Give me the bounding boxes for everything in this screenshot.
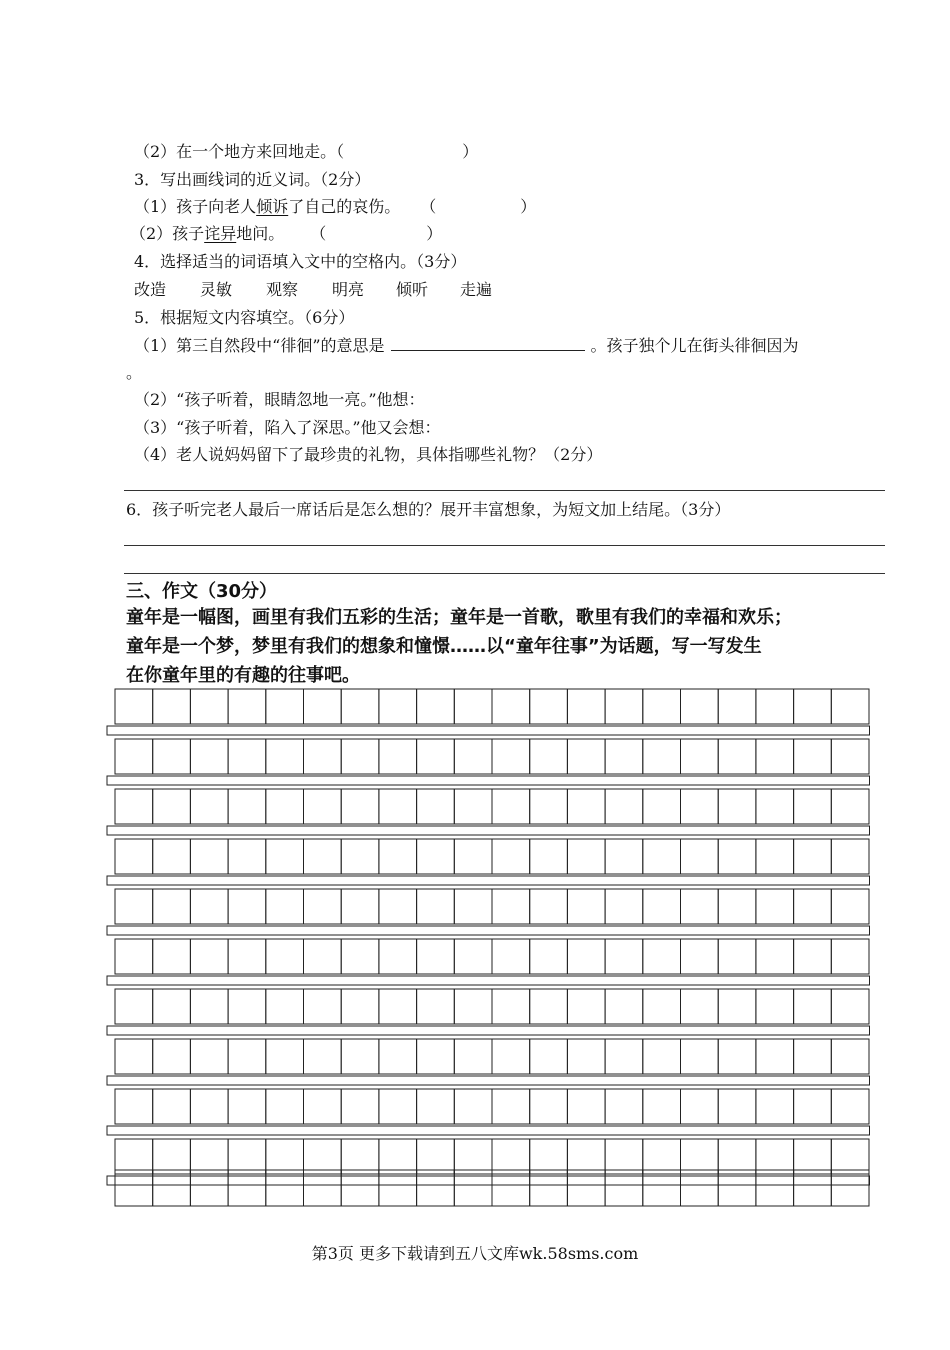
grid-cell[interactable] — [341, 989, 379, 1024]
grid-cell[interactable] — [831, 1139, 869, 1174]
grid-cell[interactable] — [567, 939, 605, 974]
grid-cell[interactable] — [681, 1139, 719, 1174]
grid-cell[interactable] — [115, 939, 153, 974]
grid-cell[interactable] — [492, 839, 530, 874]
q3-item1-before: （1）孩子向老人 — [134, 197, 257, 216]
grid-cell[interactable] — [304, 689, 342, 724]
grid-cell[interactable] — [115, 1139, 153, 1174]
grid-cell[interactable] — [794, 939, 832, 974]
grid-cell[interactable] — [454, 1139, 492, 1174]
grid-cell[interactable] — [605, 1139, 643, 1174]
grid-cell[interactable] — [492, 739, 530, 774]
q5-item1-before: （1）第三自然段中“徘徊”的意思是 — [134, 336, 385, 355]
row-separator — [107, 976, 870, 985]
row-separator — [107, 776, 870, 785]
underlined-word: 诧异 — [204, 224, 237, 243]
grid-cell[interactable] — [605, 739, 643, 774]
grid-cell[interactable] — [681, 689, 719, 724]
grid-cell[interactable] — [567, 839, 605, 874]
grid-cell[interactable] — [190, 739, 228, 774]
grid-cell[interactable] — [492, 889, 530, 924]
grid-cell[interactable] — [718, 1139, 756, 1174]
q2-item2-suffix: ） — [462, 142, 479, 161]
grid-cell[interactable] — [379, 839, 417, 874]
grid-cell[interactable] — [417, 789, 455, 824]
row-separator — [107, 826, 870, 835]
grid-cell[interactable] — [643, 939, 681, 974]
q5-title: 5．根据短文内容填空。（6分） — [134, 308, 355, 327]
grid-cell[interactable] — [304, 1139, 342, 1174]
grid-cell[interactable] — [567, 989, 605, 1024]
grid-cell[interactable] — [681, 939, 719, 974]
q5-item1-tail: 。 — [126, 363, 143, 382]
grid-cell[interactable] — [530, 739, 568, 774]
grid-cell[interactable] — [266, 889, 304, 924]
grid-cell[interactable] — [831, 1039, 869, 1074]
grid-cell[interactable] — [304, 839, 342, 874]
grid-cell[interactable] — [228, 839, 266, 874]
grid-cell[interactable] — [266, 789, 304, 824]
grid-cell[interactable] — [379, 689, 417, 724]
grid-cell[interactable] — [718, 839, 756, 874]
underlined-word: 倾诉 — [256, 197, 289, 216]
grid-cell[interactable] — [794, 1089, 832, 1124]
grid-cell[interactable] — [605, 889, 643, 924]
grid-cell[interactable] — [756, 739, 794, 774]
grid-cell[interactable] — [417, 939, 455, 974]
grid-cell[interactable] — [492, 1170, 530, 1206]
grid-cell[interactable] — [492, 689, 530, 724]
grid-cell[interactable] — [794, 989, 832, 1024]
grid-cell[interactable] — [190, 1039, 228, 1074]
grid-cell[interactable] — [341, 1139, 379, 1174]
grid-cell[interactable] — [341, 1170, 379, 1206]
grid-cell[interactable] — [115, 889, 153, 924]
grid-cell[interactable] — [681, 1039, 719, 1074]
grid-cell[interactable] — [643, 839, 681, 874]
grid-cell[interactable] — [492, 1089, 530, 1124]
grid-cell[interactable] — [190, 939, 228, 974]
grid-cell[interactable] — [756, 889, 794, 924]
grid-cell[interactable] — [115, 1039, 153, 1074]
grid-cell[interactable] — [454, 739, 492, 774]
grid-cell[interactable] — [228, 1139, 266, 1174]
grid-cell[interactable] — [756, 1089, 794, 1124]
grid-cell[interactable] — [681, 889, 719, 924]
q6-title: 6．孩子听完老人最后一席话后是怎么想的？展开丰富想象，为短文加上结尾。（3分） — [126, 500, 731, 519]
grid-cell[interactable] — [794, 839, 832, 874]
essay-prompt-line: 童年是一幅图，画里有我们五彩的生活；童年是一首歌，歌里有我们的幸福和欢乐； — [126, 607, 792, 628]
grid-cell[interactable] — [492, 1139, 530, 1174]
grid-cell[interactable] — [643, 1170, 681, 1206]
grid-cell[interactable] — [190, 989, 228, 1024]
grid-cell[interactable] — [831, 889, 869, 924]
grid-cell[interactable] — [567, 889, 605, 924]
grid-cell[interactable] — [115, 689, 153, 724]
grid-cell[interactable] — [153, 939, 191, 974]
grid-cell[interactable] — [567, 1139, 605, 1174]
q5-item2: （2）“孩子听着，眼睛忽地一亮。”他想： — [134, 390, 425, 409]
grid-cell[interactable] — [153, 889, 191, 924]
grid-cell[interactable] — [681, 1170, 719, 1206]
word-option: 走遍 — [460, 280, 493, 299]
grid-cell[interactable] — [266, 689, 304, 724]
grid-cell[interactable] — [454, 789, 492, 824]
grid-cell[interactable] — [643, 989, 681, 1024]
grid-cell[interactable] — [831, 789, 869, 824]
grid-cell[interactable] — [794, 789, 832, 824]
grid-cell[interactable] — [718, 1039, 756, 1074]
grid-cell[interactable] — [756, 1039, 794, 1074]
grid-cell[interactable] — [153, 989, 191, 1024]
grid-cell[interactable] — [643, 1139, 681, 1174]
q3-item2-after: 地问。 — [236, 224, 285, 243]
grid-cell[interactable] — [718, 739, 756, 774]
grid-cell[interactable] — [190, 789, 228, 824]
grid-cell[interactable] — [228, 739, 266, 774]
grid-cell[interactable] — [454, 889, 492, 924]
grid-cell[interactable] — [567, 739, 605, 774]
grid-cell[interactable] — [304, 739, 342, 774]
grid-cell[interactable] — [417, 839, 455, 874]
grid-cell[interactable] — [417, 1139, 455, 1174]
essay-prompt-line: 童年是一个梦，梦里有我们的想象和憧憬……以“童年往事”为话题，写一写发生 — [126, 636, 762, 657]
row-separator — [107, 1176, 870, 1185]
row-separator — [107, 1026, 870, 1035]
grid-cell[interactable] — [492, 1039, 530, 1074]
grid-cell[interactable] — [831, 739, 869, 774]
grid-cell[interactable] — [643, 689, 681, 724]
grid-cell[interactable] — [492, 939, 530, 974]
grid-cell[interactable] — [530, 689, 568, 724]
grid-cell[interactable] — [454, 689, 492, 724]
grid-cell[interactable] — [756, 789, 794, 824]
grid-cell[interactable] — [831, 1089, 869, 1124]
grid-cell[interactable] — [417, 689, 455, 724]
grid-cell[interactable] — [341, 739, 379, 774]
grid-cell[interactable] — [605, 689, 643, 724]
grid-cell[interactable] — [341, 1089, 379, 1124]
row-separator — [107, 1076, 870, 1085]
grid-cell[interactable] — [605, 839, 643, 874]
grid-cell[interactable] — [153, 739, 191, 774]
grid-cell[interactable] — [190, 1139, 228, 1174]
word-option: 观察 — [266, 280, 299, 299]
grid-cell[interactable] — [266, 1139, 304, 1174]
grid-cell[interactable] — [190, 1170, 228, 1206]
grid-cell[interactable] — [454, 1039, 492, 1074]
grid-cell[interactable] — [831, 839, 869, 874]
row-separator — [107, 1126, 870, 1135]
q5-item1-after: 。孩子独个儿在街头徘徊因为 — [590, 336, 799, 355]
grid-cell[interactable] — [454, 1170, 492, 1206]
grid-cell[interactable] — [153, 1039, 191, 1074]
grid-cell[interactable] — [718, 889, 756, 924]
grid-cell[interactable] — [379, 889, 417, 924]
grid-cell[interactable] — [530, 989, 568, 1024]
grid-cell[interactable] — [756, 939, 794, 974]
grid-cell[interactable] — [681, 839, 719, 874]
page-footer: 第3页 更多下载请到五八文库wk.58sms.com — [311, 1244, 639, 1263]
grid-cell[interactable] — [304, 989, 342, 1024]
grid-cell[interactable] — [567, 1039, 605, 1074]
grid-cell[interactable] — [756, 989, 794, 1024]
q5-item3: （3）“孩子听着，陷入了深思。”他又会想： — [134, 418, 441, 437]
grid-cell[interactable] — [379, 739, 417, 774]
q3-item1-after: 了自己的哀伤。 — [288, 197, 401, 216]
grid-cell[interactable] — [153, 1089, 191, 1124]
grid-cell[interactable] — [304, 1170, 342, 1206]
grid-cell[interactable] — [228, 939, 266, 974]
grid-cell[interactable] — [304, 1039, 342, 1074]
grid-cell[interactable] — [530, 1139, 568, 1174]
bracket-close: ） — [426, 224, 443, 243]
grid-cell[interactable] — [530, 939, 568, 974]
grid-cell[interactable] — [756, 1139, 794, 1174]
grid-cell[interactable] — [228, 789, 266, 824]
grid-cell[interactable] — [341, 789, 379, 824]
grid-cell[interactable] — [605, 1170, 643, 1206]
row-separator — [107, 876, 870, 885]
grid-cell[interactable] — [756, 1170, 794, 1206]
grid-cell[interactable] — [190, 689, 228, 724]
grid-cell[interactable] — [718, 689, 756, 724]
grid-cell[interactable] — [831, 939, 869, 974]
grid-cell[interactable] — [341, 689, 379, 724]
grid-cell[interactable] — [379, 1039, 417, 1074]
grid-cell[interactable] — [417, 1089, 455, 1124]
grid-cell[interactable] — [681, 789, 719, 824]
grid-cell[interactable] — [567, 1089, 605, 1124]
grid-cell[interactable] — [530, 1089, 568, 1124]
word-option: 倾听 — [396, 280, 429, 299]
grid-cell[interactable] — [417, 1039, 455, 1074]
grid-cell[interactable] — [530, 889, 568, 924]
grid-cell[interactable] — [266, 939, 304, 974]
grid-cell[interactable] — [115, 739, 153, 774]
grid-cell[interactable] — [454, 839, 492, 874]
grid-cell[interactable] — [190, 839, 228, 874]
bracket-close: ） — [520, 197, 537, 216]
grid-cell[interactable] — [341, 889, 379, 924]
grid-cell[interactable] — [454, 939, 492, 974]
grid-cell[interactable] — [681, 739, 719, 774]
q3-item2-before: （2）孩子 — [130, 224, 205, 243]
grid-cell[interactable] — [266, 1170, 304, 1206]
section-heading: 三、作文（30分） — [126, 581, 278, 602]
grid-cell[interactable] — [417, 889, 455, 924]
grid-cell[interactable] — [304, 1089, 342, 1124]
grid-cell[interactable] — [794, 1039, 832, 1074]
grid-cell[interactable] — [153, 789, 191, 824]
grid-cell[interactable] — [228, 1089, 266, 1124]
grid-cell[interactable] — [153, 1139, 191, 1174]
grid-cell[interactable] — [115, 1170, 153, 1206]
grid-cell[interactable] — [643, 739, 681, 774]
grid-cell[interactable] — [115, 789, 153, 824]
row-separator — [107, 726, 870, 735]
grid-cell[interactable] — [567, 1170, 605, 1206]
q3-title: 3．写出画线词的近义词。（2分） — [134, 170, 371, 189]
q5-item4: （4）老人说妈妈留下了最珍贵的礼物，具体指哪些礼物？（2分） — [134, 445, 603, 464]
grid-cell[interactable] — [605, 789, 643, 824]
grid-cell[interactable] — [530, 1039, 568, 1074]
word-option: 改造 — [134, 280, 167, 299]
grid-cell[interactable] — [266, 1089, 304, 1124]
grid-cell[interactable] — [454, 989, 492, 1024]
grid-cell[interactable] — [794, 689, 832, 724]
grid-cell[interactable] — [530, 839, 568, 874]
grid-cell[interactable] — [605, 989, 643, 1024]
grid-cell[interactable] — [379, 1089, 417, 1124]
grid-cell[interactable] — [831, 689, 869, 724]
grid-cell[interactable] — [228, 889, 266, 924]
bracket-open: （ — [310, 224, 327, 243]
grid-cell[interactable] — [605, 1039, 643, 1074]
q4-title: 4．选择适当的词语填入文中的空格内。（3分） — [134, 252, 467, 271]
grid-cell[interactable] — [794, 1139, 832, 1174]
essay-prompt-line: 在你童年里的有趣的往事吧。 — [126, 665, 360, 686]
grid-cell[interactable] — [115, 1089, 153, 1124]
grid-cell[interactable] — [115, 839, 153, 874]
grid-cell[interactable] — [379, 939, 417, 974]
grid-cell[interactable] — [567, 689, 605, 724]
grid-cell[interactable] — [794, 1170, 832, 1206]
grid-cell[interactable] — [266, 839, 304, 874]
grid-cell[interactable] — [681, 989, 719, 1024]
grid-cell[interactable] — [115, 989, 153, 1024]
grid-cell[interactable] — [454, 1089, 492, 1124]
grid-cell[interactable] — [718, 939, 756, 974]
row-separator — [107, 926, 870, 935]
grid-cell[interactable] — [831, 989, 869, 1024]
grid-cell[interactable] — [153, 839, 191, 874]
grid-cell[interactable] — [417, 739, 455, 774]
grid-cell[interactable] — [605, 939, 643, 974]
grid-cell[interactable] — [417, 989, 455, 1024]
grid-cell[interactable] — [379, 789, 417, 824]
grid-cell[interactable] — [718, 1089, 756, 1124]
grid-cell[interactable] — [228, 989, 266, 1024]
grid-cell[interactable] — [417, 1170, 455, 1206]
grid-cell[interactable] — [341, 1039, 379, 1074]
grid-cell[interactable] — [718, 789, 756, 824]
grid-cell[interactable] — [492, 789, 530, 824]
grid-cell[interactable] — [379, 989, 417, 1024]
grid-cell[interactable] — [794, 889, 832, 924]
grid-cell[interactable] — [341, 939, 379, 974]
grid-cell[interactable] — [756, 839, 794, 874]
grid-cell[interactable] — [304, 889, 342, 924]
grid-cell[interactable] — [492, 989, 530, 1024]
grid-cell[interactable] — [831, 1170, 869, 1206]
grid-cell[interactable] — [681, 1089, 719, 1124]
grid-cell[interactable] — [794, 739, 832, 774]
grid-cell[interactable] — [228, 689, 266, 724]
grid-cell[interactable] — [530, 789, 568, 824]
grid-cell[interactable] — [341, 839, 379, 874]
grid-cell[interactable] — [379, 1139, 417, 1174]
grid-cell[interactable] — [266, 1039, 304, 1074]
grid-cell[interactable] — [266, 739, 304, 774]
q2-item2-prefix: （2）在一个地方来回地走。（ — [134, 142, 345, 161]
grid-cell[interactable] — [756, 689, 794, 724]
grid-cell[interactable] — [379, 1170, 417, 1206]
word-option: 灵敏 — [200, 280, 233, 299]
grid-cell[interactable] — [153, 1170, 191, 1206]
grid-cell[interactable] — [643, 1039, 681, 1074]
grid-cell[interactable] — [643, 789, 681, 824]
grid-cell[interactable] — [643, 889, 681, 924]
grid-cell[interactable] — [567, 789, 605, 824]
grid-cell[interactable] — [153, 689, 191, 724]
grid-cell[interactable] — [530, 1170, 568, 1206]
grid-cell[interactable] — [228, 1039, 266, 1074]
grid-cell[interactable] — [190, 1089, 228, 1124]
grid-cell[interactable] — [190, 889, 228, 924]
word-option: 明亮 — [332, 280, 365, 299]
bracket-open: （ — [420, 197, 437, 216]
grid-cell[interactable] — [605, 1089, 643, 1124]
grid-cell[interactable] — [718, 1170, 756, 1206]
grid-cell[interactable] — [304, 789, 342, 824]
grid-cell[interactable] — [228, 1170, 266, 1206]
grid-cell[interactable] — [643, 1089, 681, 1124]
grid-cell[interactable] — [718, 989, 756, 1024]
grid-cell[interactable] — [304, 939, 342, 974]
grid-cell[interactable] — [266, 989, 304, 1024]
